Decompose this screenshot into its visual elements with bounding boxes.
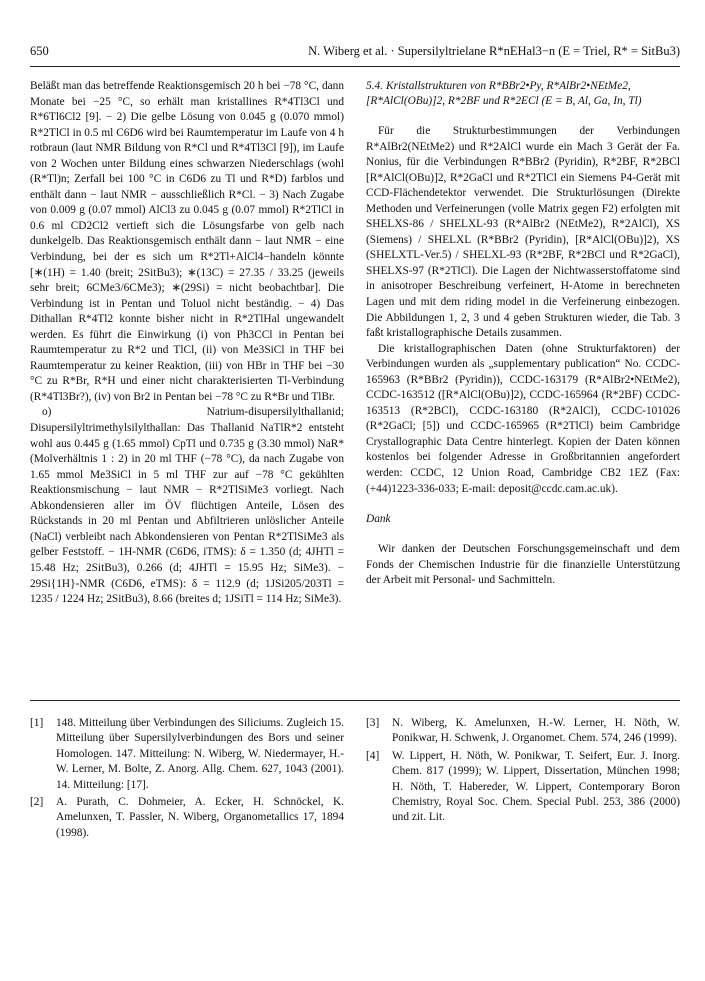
dank-heading: Dank [366, 513, 391, 526]
reference-item [30, 716, 344, 793]
reference-item [30, 795, 344, 841]
experimental-paragraph: Beläßt man das betreffende Reaktionsgemisch 20 h bei −78 °C, dann Monate bei −25 °C, so erhält man kristallines R*4Tl3Cl und R*6Tl6Cl2 [9]. − 2) Die gelbe Lösung von 0.045 g (0.070 mmol) R*2TlCl in 0.5 ml C6D6 wird bei Raumtemperatur im Laufe von 4 h rotbraun (laut NMR Bildung von R*Cl und R*4Tl3Cl [9]), im Laufe von 2 Wochen unter Bildung eines schwarzen Niederschlags (wohl (R*Tl)n; Zerfall bei 100 °C in C6D6 zu Tl und R*D) farblos und enthält dann − laut NMR − ausschließlich R*Cl. − 3) Nach Zugabe von 0.009 g (0.07 mmol) AlCl3 zu 0.045 g (0.07 mmol) R*2TlCl in 0.6 ml CD2Cl2 vertieft sich die Lösungsfarbe von gelb nach dunkelgelb. Das Reaktionsgemisch enthält dann − laut NMR − eine Verbindung, bei der es sich um R*2Tl+AlCl4−handeln könnte [∗(1H) = 1.40 (breit; 2SitBu3); ∗(13C) = 27.35 / 33.25 (jeweils sehr breit; 6CMe3/6CMe3); ∗(29Si) = nicht beobachtbar]. Die Verbindung ist in Pentan und Toluol nicht beständig. − 4) Das Dithallan R*4Tl2 konnte bisher nicht in R*2TlHal ungewandelt werden. Es führt die Einwirkung (i) von Ph3CCl in Pentan bei Raumtemperatur zu R*2 und TlCl, (ii) von Me3SiCl in THF bei Raumtemperatur zu keiner Reaktion, (iii) von HBr in THF bei −30 °C zu R*Br, R*H und einer nicht charakterisierten Tl-Verbindung (R*4Tl3Br?), (iv) von Br2 in Pentan bei −78 °C zu R*Br und TlBr. [30, 80, 344, 403]
section-title: Kristallstrukturen von R*BBr2•Py, R*AlBr2•NEtMe2, [R*AlCl(OBu)]2, R*2BF und R*2ECl (E = B, Al, Ga, In, Tl) [366, 80, 642, 107]
left-column [30, 79, 344, 608]
reference-number: [2] [30, 796, 44, 809]
dank-paragraph: Wir danken der Deutschen Forschungsgemeinschaft und dem Fonds der Chemischen Industrie für die finanzielle Unterstützung der Arbeit mit Personal- und Sachmitteln. [366, 543, 680, 587]
references-left [30, 716, 344, 843]
reference-text: W. Lippert, H. Nöth, W. Ponikwar, T. Seifert, Eur. J. Inorg. Chem. 817 (1999); W. Lippert, Dissertation, München 1998; H. Nöth, T. Habereder, W. Lippert, Contemporary Boron Chemistry, Royal Soc. Chem. Special Publ. 253, 386 (2000) und zit. Lit. [392, 749, 680, 824]
running-title: N. Wiberg et al. · Supersilyltrielane R*nEHal3−n (E = Triel, R* = SitBu3) [308, 44, 680, 58]
reference-number: [1] [30, 717, 44, 729]
reference-number: [4] [366, 749, 380, 762]
footnote-rule [30, 700, 680, 701]
reference-text: N. Wiberg, K. Amelunxen, H.-W. Lerner, H. Nöth, W. Ponikwar, H. Schwenk, J. Organomet. Chem. 574, 246 (1999). [392, 717, 680, 745]
section-heading [366, 79, 680, 109]
section-number: 5.4. [366, 80, 384, 92]
right-column [366, 79, 680, 589]
body-paragraph: Für die Strukturbestimmungen der Verbindungen R*AlBr2(NEtMe2) und R*2AlCl wurde ein Mach 3 Gerät der Fa. Nonius, für die Verbindungen R*BBr2 (Pyridin), R*2BF, R*2BCl [R*AlCl(OBu)]2, R*2GaCl und R*2TlCl ein Siemens P4-Gerät mit CCD-Flächendetektor verwendet. Die Strukturlösungen (Direkte Methoden und Verfeinerungen (volle Matrix gegen F2) erfolgten mit SHELXS-86 / SHELXL-93 (R*AlBr2 (NEtMe2), R*2AlCl), XS (Siemens) / SHELXL (R*BBr2 (Pyridin), [R*AlCl(OBu)]2), XS (SHELXTL-Ver.5) / SHELXL-93 (R*2BF, R*2BCl und R*2GaCl), SHELXS-97 (R*2TlCl). Die Lagen der Nichtwasserstoffatome sind in anisotroper Beschreibung verfeinert, H-Atome in berechneten Lagen und mit dem riding model in die Verfeinerung einbezogen. Die Abbildungen 1, 2, 3 und 4 geben Strukturen wieder, die Tab. 3 faßt kristallographische Details zusammen. [366, 125, 680, 340]
experimental-paragraph: o) Natrium-disupersilylthallanid; Disupersilyltrimethylsilylthallan: Das Thallanid NaTlR*2 entsteht wohl aus 0.445 g (1.65 mmol) CpTl und 0.735 g (3.30 mmol) NaR* (Molverhältnis 1 : 2) in 20 ml THF (−78 °C), da nach Zugabe von 1.65 mmol Me3SiCl in 5 ml THF zur auf −78 °C gekühlten Reaktionsmischung − laut NMR − R*2TlSiMe3 vorliegt. Nach Abkondensieren aller im ÖV flüchtigen Anteile, Lösen des Rückstands in 20 ml Pentan und Abfiltrieren unlöslicher Anteile (NaCl) verbleibt nach Abkondensieren von Pentan R*2TlSiMe3 als gelber Feststoff. − 1H-NMR (C6D6, iTMS): δ = 1.350 (d; 4JHTl = 15.48 Hz; 2SitBu3), 0.266 (d; 4JHTl = 15.95 Hz; SiMe3). − 29Si{1H}-NMR (C6D6, eTMS): δ = 112.9 (d; 1JSi205/203Tl = 1235 / 1224 Hz; 2SitBu3), 8.66 (breites d; 1JSiTl = 114 Hz; SiMe3). [30, 406, 344, 606]
page-header [30, 44, 680, 64]
reference-text: 148. Mitteilung über Verbindungen des Siliciums. Zugleich 15. Mitteilung über Supersilylverbindungen des Bors und seiner Homologen. 147. Mitteilung: N. Wiberg, W. Niedermayer, H.-W. Lerner, M. Bolte, Z. Anorg. Allg. Chem. 627, 1043 (2001). 14. Mitteilung: [17]. [56, 717, 344, 791]
references-right [366, 716, 680, 828]
reference-item [366, 749, 680, 826]
body-paragraph: Die kristallographischen Daten (ohne Strukturfaktoren) der Verbindungen wurden als „supplementary publication“ No. CCDC-165963 (R*BBr2 (Pyridin)), CCDC-163179 (R*AlBr2•NEtMe2), CCDC-163512 ([R*AlCl(OBu)]2), CCDC-165964 (R*2BF) CCDC-163513 (R*2BCl), CCDC-163180 (R*2AlCl), CCDC-101026 (R*2GaCl; [5]) und CCDC-165965 (R*2TlCl) beim Cambridge Crystallographic Data Centre hinterlegt. Kopien der Daten können kostenlos bei folgender Adresse in Großbritannien angefordert werden: CCDC, 12 Union Road, Cambridge CB2 1EZ (Fax: (+44)1223-336-033; E-mail: deposit@ccdc.cam.ac.uk). [366, 342, 680, 495]
reference-text: A. Purath, C. Dohmeier, A. Ecker, H. Schnöckel, K. Amelunxen, T. Passler, N. Wiberg, Organometallics 17, 1894 (1998). [56, 796, 344, 839]
reference-item [366, 716, 680, 747]
header-rule [30, 66, 680, 67]
page-number: 650 [30, 44, 49, 58]
reference-number: [3] [366, 717, 380, 729]
